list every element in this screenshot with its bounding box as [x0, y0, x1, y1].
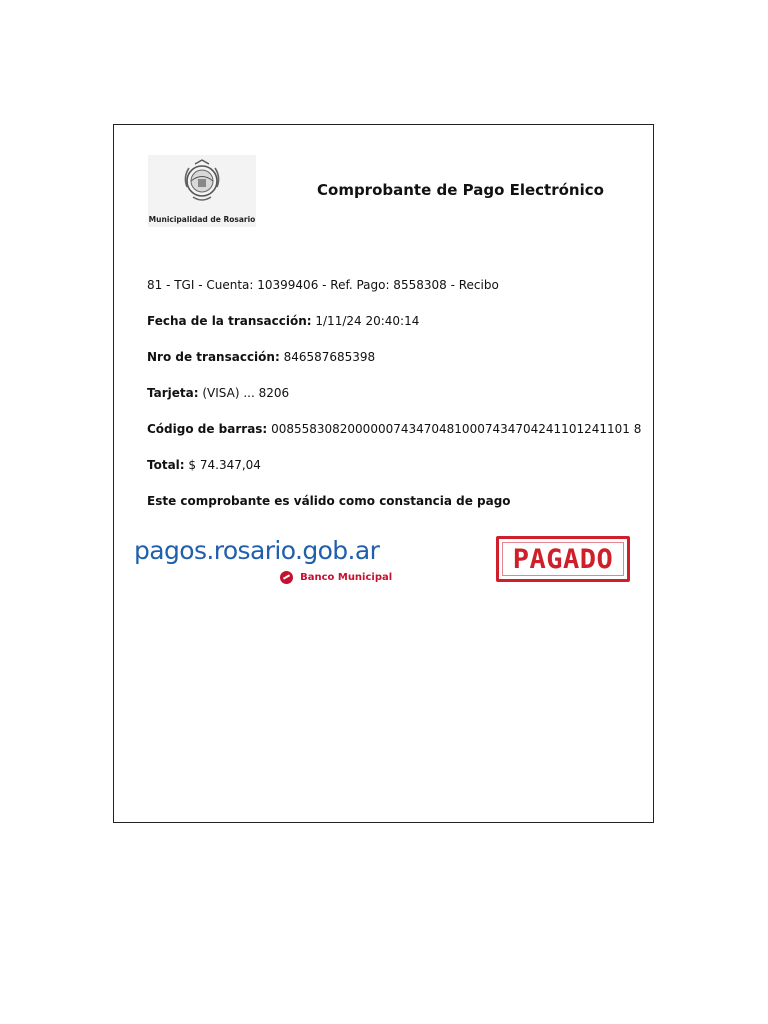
card-label: Tarjeta: [147, 386, 199, 400]
transaction-number-row [147, 347, 647, 383]
card-row [147, 383, 647, 419]
total-value: $ 74.347,04 [188, 458, 261, 472]
transaction-date-value: 1/11/24 20:40:14 [315, 314, 420, 328]
transaction-number-value: 846587685398 [283, 350, 376, 364]
municipal-seal-icon [179, 157, 225, 209]
barcode-value: 00855830820000007434704810007434704241101241101 8 [271, 422, 642, 436]
bank-name: Banco Municipal [300, 572, 393, 583]
payment-receipt [113, 124, 654, 823]
logo-caption: Municipalidad de Rosario [148, 215, 256, 224]
payment-site-text: pagos.rosario.gob.ar [134, 536, 380, 565]
payment-site-logo [134, 536, 393, 586]
transaction-number-label: Nro de transacción: [147, 350, 280, 364]
barcode-row [147, 419, 647, 455]
transaction-date-label: Fecha de la transacción: [147, 314, 312, 328]
card-value: (VISA) ... 8206 [202, 386, 290, 400]
paid-stamp-text: PAGADO [512, 543, 614, 575]
transaction-date-row [147, 311, 647, 347]
paid-stamp [496, 536, 630, 582]
page-title: Comprobante de Pago Electrónico [317, 181, 604, 199]
total-label: Total: [147, 458, 185, 472]
total-row [147, 455, 647, 491]
bank-logo [280, 567, 392, 586]
bank-mark-icon [280, 571, 293, 584]
municipality-logo [148, 155, 256, 227]
barcode-label: Código de barras: [147, 422, 268, 436]
account-line [147, 275, 647, 311]
account-line-text: 81 - TGI - Cuenta: 10399406 - Ref. Pago: 8558308 - Recibo [147, 278, 499, 292]
receipt-details [147, 275, 647, 511]
validity-note: Este comprobante es válido como constancia de pago [147, 494, 511, 508]
